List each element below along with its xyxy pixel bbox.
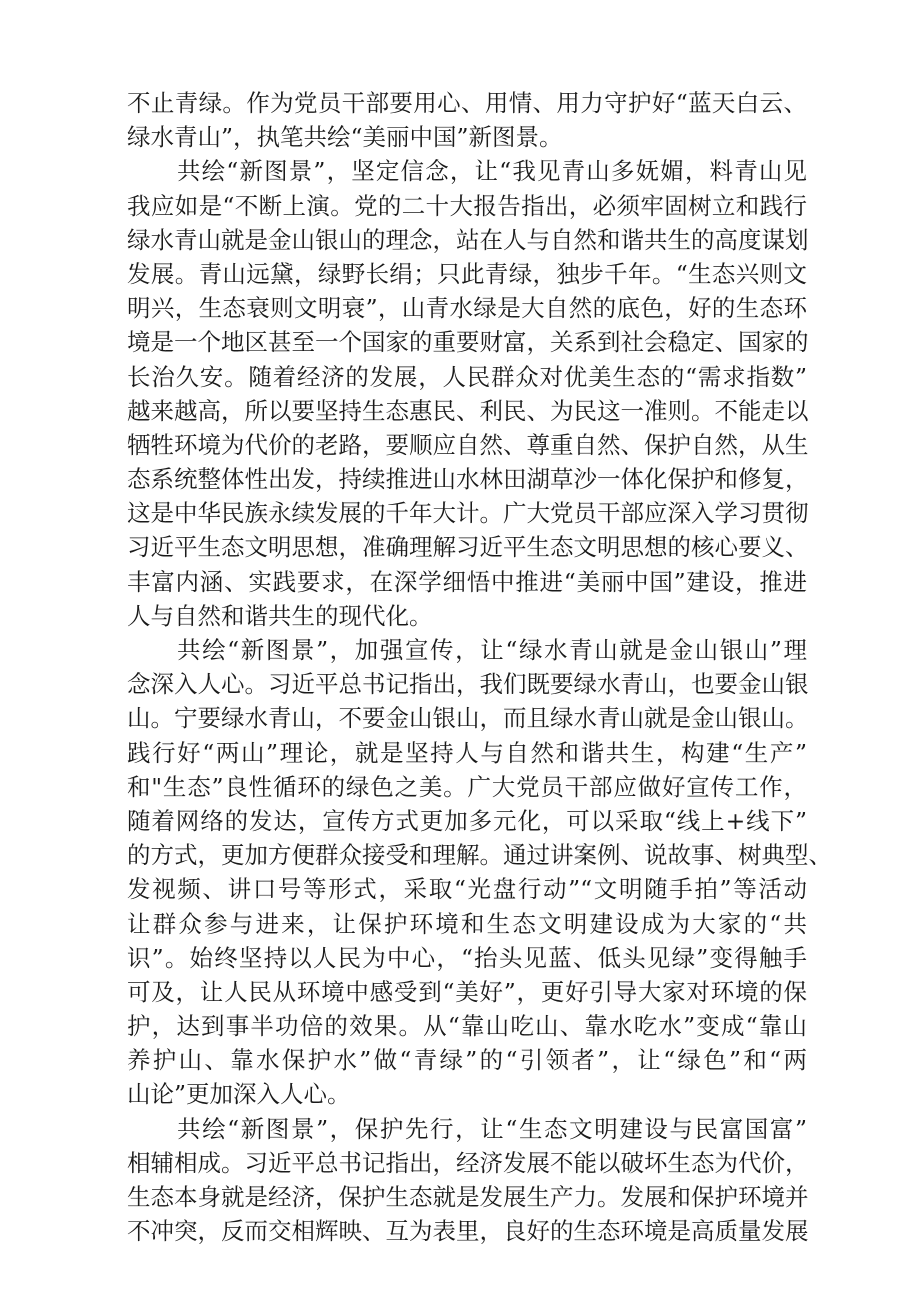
text-line: 相辅相成。习近平总书记指出，经济发展不能以破坏生态为代价，: [127, 1148, 809, 1177]
text-line: 态系统整体性出发，持续推进山水林田湖草沙一体化保护和修复，: [127, 465, 809, 494]
text-line: 丰富内涵、实践要求，在深学细悟中推进“美丽中国”建设，推进: [127, 567, 807, 596]
text-line: 绿水青山”，执笔共绘“美丽中国”新图景。: [127, 123, 563, 152]
text-line: 牺牲环境为代价的老路，要顺应自然、尊重自然、保护自然，从生: [127, 430, 809, 459]
text-line: 发展。青山远黛，绿野长绢；只此青绿，独步千年。“生态兴则文: [127, 259, 807, 288]
text-line: 山。宁要绿水青山，不要金山银山，而且绿水青山就是金山银山。: [127, 704, 809, 733]
text-line: 不冲突，反而交相辉映、互为表里，良好的生态环境是高质量发展: [127, 1217, 809, 1246]
text-line: 识”。始终坚持以人民为中心，“抬头见蓝、低头见绿”变得触手: [127, 943, 807, 972]
text-line: 和"生态”良性循环的绿色之美。广大党员干部应做好宣传工作，: [127, 772, 807, 801]
text-line: 发视频、讲口号等形式，采取“光盘行动”“文明随手拍”等活动: [127, 875, 807, 904]
text-line: 习近平生态文明思想，准确理解习近平生态文明思想的核心要义、: [127, 533, 809, 562]
text-line: 共绘“新图景”，加强宣传，让“绿水青山就是金山银山”理: [177, 636, 807, 664]
text-line: 共绘“新图景”，保护先行，让“生态文明建设与民富国富”: [177, 1114, 807, 1143]
text-line: 共绘“新图景”，坚定信念，让“我见青山多妩媚，料青山见: [177, 157, 807, 186]
text-line: 明兴，生态衰则文明衰”，山青水绿是大自然的底色，好的生态环: [127, 294, 807, 323]
document-page: [127, 86, 832, 1248]
text-line: 生态本身就是经济，保护生态就是发展生产力。发展和保护环境并: [127, 1183, 809, 1211]
text-line: 养护山、靠水保护水”做“青绿”的“引领者”，让“绿色”和“两: [127, 1046, 807, 1075]
text-line: 山论”更加深入人心。: [127, 1080, 351, 1109]
text-line: 我应如是“不断上演。党的二十大报告指出，必须牢固树立和践行: [127, 191, 807, 220]
text-line: 念深入人心。习近平总书记指出，我们既要绿水青山，也要金山银: [127, 670, 809, 699]
text-line: 践行好“两山”理论，就是坚持人与自然和谐共生，构建“生产”: [127, 738, 807, 767]
text-line: 不止青绿。作为党员干部要用心、用情、用力守护好“蓝天白云、: [127, 89, 807, 117]
text-line: 绿水青山就是金山银山的理念，站在人与自然和谐共生的高度谋划: [127, 225, 809, 254]
text-line: 护，达到事半功倍的效果。从“靠山吃山、靠水吃水”变成“靠山: [127, 1012, 807, 1041]
text-line: 的方式，更加方便群众接受和理解。通过讲案例、说故事、树典型、: [127, 841, 832, 870]
text-line: 越来越高，所以要坚持生态惠民、利民、为民这一准则。不能走以: [127, 396, 809, 425]
text-line: 人与自然和谐共生的现代化。: [127, 601, 433, 630]
text-line: 境是一个地区甚至一个国家的重要财富，关系到社会稳定、国家的: [127, 328, 809, 357]
text-line: 长治久安。随着经济的发展，人民群众对优美生态的“需求指数”: [127, 362, 807, 391]
text-line: 让群众参与进来，让保护环境和生态文明建设成为大家的“共: [127, 909, 807, 938]
text-line: 可及，让人民从环境中感受到“美好”，更好引导大家对环境的保: [127, 977, 807, 1006]
text-line: 这是中华民族永续发展的千年大计。广大党员干部应深入学习贯彻: [127, 499, 809, 528]
text-line: 随着网络的发达，宣传方式更加多元化，可以采取“线上+线下”: [127, 806, 807, 835]
